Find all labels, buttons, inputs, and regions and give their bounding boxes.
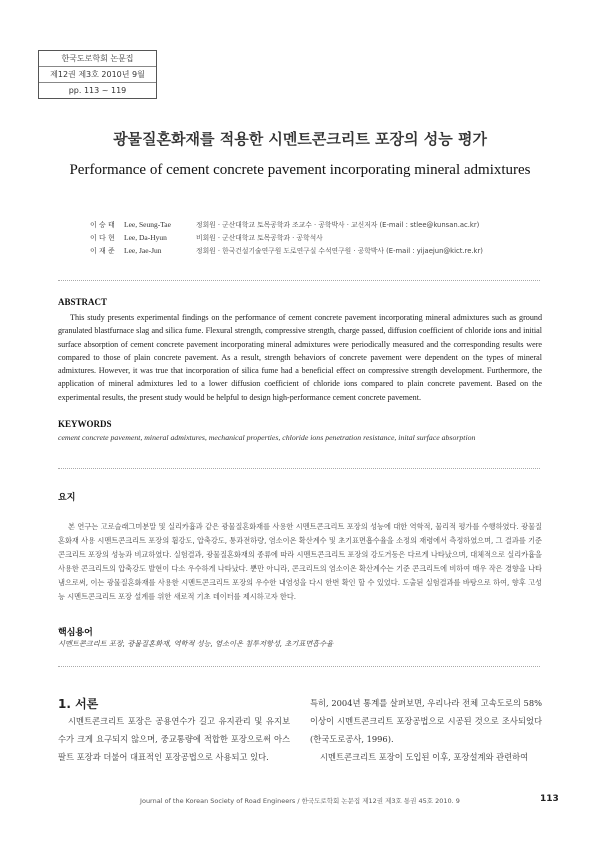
yoji-heading: 요지: [58, 493, 76, 503]
title-korean: 광물질혼화재를 적용한 시멘트콘크리트 포장의 성능 평가: [113, 130, 487, 148]
divider: [58, 666, 540, 667]
body-paragraph: 특히, 2004년 통계를 살펴보면, 우리나라 전체 고속도로의 58% 이상이 시멘트콘크리트 포장공법으로 시공된 것으로 조사되었다(한국도로공사, 1996).: [310, 698, 542, 744]
kwko-heading: 핵심용어: [58, 628, 93, 638]
author-name-en: Lee, Da-Hyun: [124, 233, 167, 242]
title-english: Performance of cement concrete pavement incorporating mineral admixtures: [69, 162, 531, 178]
page-footer: Journal of the Korean Society of Road Engineers / 한국도로학회 논문집 제12권 제3호 통권 45호 2010. 9: [140, 797, 460, 805]
journal-name: 한국도로학회 논문집: [39, 51, 156, 67]
abstract-body: This study presents experimental findings on the performance of cement concrete pavement incorporating mineral admixtures such as ground granulated blastfurnace slag and silica fume. Flexural strength, compressive strength, charge passed, diffusion coefficient of chloride ions and initial surface absorption of cement concrete pavement incorporating mineral admixtures were periodically measured and the corresponding results were compared to those of plain concrete pavement. As a result, strength behaviors of concrete pavement were dependent on the types of mineral admixtures. However, it was true that incorporation of silica fume had a beneficial effect on compressive strength development. Furthermore, the application of mineral admixtures led to a lower diffusion coefficient of chloride ions compared to plain concrete pavement. Based on the experimental results, the present study would be helpful to design high-performance cement concrete pavement.: [58, 313, 542, 402]
author-name-ko: 이 다 현: [90, 234, 115, 242]
abstract-heading: ABSTRACT: [58, 297, 108, 307]
journal-volume: 제12권 제3호 2010년 9월: [39, 67, 156, 83]
author-row: [90, 218, 483, 231]
author-affiliation: 정회원 · 군산대학교 토목공학과 조교수 · 공학박사 · 교신저자 (E-mail : stlee@kunsan.ac.kr): [196, 221, 480, 229]
divider: [58, 468, 540, 469]
author-list: [90, 218, 483, 257]
page-number: 113: [540, 794, 559, 804]
body-column-right: [310, 694, 542, 766]
divider: [58, 280, 540, 281]
author-name-ko: 이 재 준: [90, 247, 115, 255]
journal-pages: pp. 113 ~ 119: [68, 86, 127, 95]
author-row: [90, 231, 483, 244]
yoji-body: 본 연구는 고로슬래그미분말 및 실리카흄과 같은 광물질혼화재를 사용한 시멘트콘크리트 포장의 성능에 대한 역학적, 물리적 평가를 수행하였다. 광물질혼화재 사용 시멘트콘크리트 포장의 휨강도, 압축강도, 통과전하량, 염소이온 확산계수 및 초기표면흡수율을 소정의 재령에서 측정하였으며, 그 결과를 기준 콘크리트 포장의 성능과 비교하였다. 실험결과, 광물질혼화재의 종류에 따라 시멘트콘크리트 포장의 강도거동은 다르게 나타났으며, 대체적으로 실리카흄을 사용한 콘크리트의 압축강도 발현이 다소 우수하게 나타났다. 뿐만 아니라, 콘크리트의 염소이온 확산계수는 기준 콘크리트에 비하여 매우 작은 경향을 나타냄으로써, 이는 광물질혼화재를 사용한 시멘트콘크리트 포장의 우수한 내염성을 다시 한번 확인 할 수 있었다. 도출된 실험결과를 바탕으로 하여, 향후 고성능 시멘트콘크리트 포장 설계를 위한 새로적 기초 데이터를 제시하고자 한다.: [58, 522, 542, 601]
journal-info-box: [38, 50, 157, 99]
body-column-left: 시멘트콘크리트 포장은 공용연수가 길고 유지관리 및 유지보수가 크게 요구되지 않으며, 중교통량에 적합한 포장으로써 아스팔트 포장과 더불어 대표적인 포장공법으로 사용되고 있다.: [58, 716, 290, 762]
keywords-heading: KEYWORDS: [58, 419, 112, 429]
keywords-body: cement concrete pavement, mineral admixtures, mechanical properties, chloride ions penetration resistance, inital surface absorption: [58, 433, 476, 442]
author-affiliation: 정회원 · 한국건설기술연구원 도로연구실 수석연구원 · 공학박사 (E-mail : yijaejun@kict.re.kr): [196, 247, 483, 255]
section-heading: 1. 서론: [58, 697, 99, 711]
body-paragraph: 시멘트콘크리트 포장이 도입된 이후, 포장설계와 관련하여: [320, 752, 529, 762]
author-row: [90, 244, 483, 257]
author-affiliation: 비회원 · 군산대학교 토목공학과 · 공학석사: [196, 234, 323, 242]
author-name-en: Lee, Jae-Jun: [124, 246, 162, 255]
kwko-body: 시멘트콘크리트 포장, 광물질혼화재, 역학적 성능, 염소이온 침투저항성, 초기표면흡수율: [58, 639, 334, 648]
author-name-en: Lee, Seung-Tae: [124, 220, 171, 229]
author-name-ko: 이 승 태: [90, 221, 115, 229]
